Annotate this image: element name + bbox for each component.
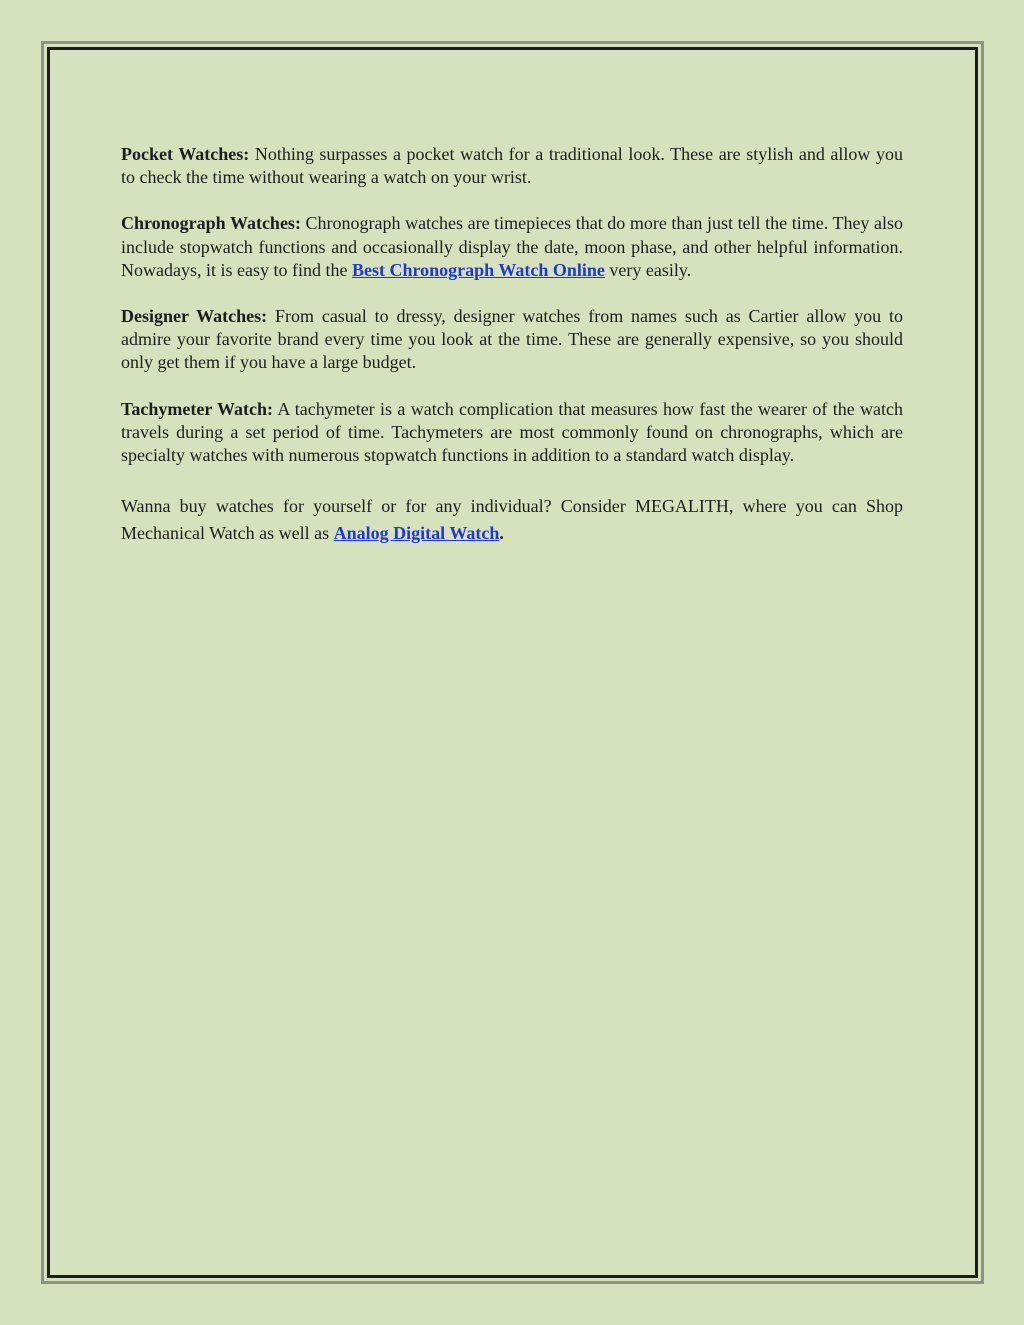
text-closing-end: . bbox=[499, 523, 504, 544]
link-best-chronograph-watch-online[interactable]: Best Chronograph Watch Online bbox=[351, 259, 605, 280]
paragraph-pocket-watches bbox=[121, 143, 903, 189]
text-chronograph-watches-end: very easily. bbox=[604, 259, 692, 280]
text-pocket-watches: Nothing surpasses a pocket watch for a traditional look. These are stylish and allow you to check the time without wearing a watch on your wrist. bbox=[121, 144, 903, 188]
text-chronograph-watches: Chronograph watches are timepieces that do more than just tell the time. They also include stopwatch functions and occasionally display the date, moon phase, and other helpful information. Nowadays, it is easy to find the bbox=[121, 213, 903, 280]
heading-designer-watches: Designer Watches: bbox=[121, 306, 268, 327]
paragraph-tachymeter-watch bbox=[121, 398, 903, 468]
heading-tachymeter-watch: Tachymeter Watch: bbox=[121, 398, 274, 419]
paragraph-chronograph-watches bbox=[121, 212, 903, 282]
text-designer-watches: From casual to dressy, designer watches from names such as Cartier allow you to admire your favorite brand every time you look at the time. These are generally expensive, so you should only get them if you have a large budget. bbox=[121, 306, 903, 373]
text-tachymeter-watch: A tachymeter is a watch complication that measures how fast the wearer of the watch travels during a set period of time. Tachymeters are most commonly found on chronographs, which are specialty watches with numerous stopwatch functions in addition to a standard watch display. bbox=[121, 398, 904, 466]
heading-pocket-watches: Pocket Watches: bbox=[121, 144, 250, 164]
heading-chronograph-watches: Chronograph Watches: bbox=[121, 213, 301, 234]
paragraph-closing bbox=[121, 493, 903, 547]
link-analog-digital-watch[interactable]: Analog Digital Watch bbox=[333, 523, 500, 544]
document-body bbox=[121, 143, 903, 570]
paragraph-designer-watches bbox=[121, 305, 903, 375]
text-closing: Wanna buy watches for yourself or for any individual? Consider MEGALITH, where you can Shop Mechanical Watch as well as bbox=[121, 496, 903, 544]
